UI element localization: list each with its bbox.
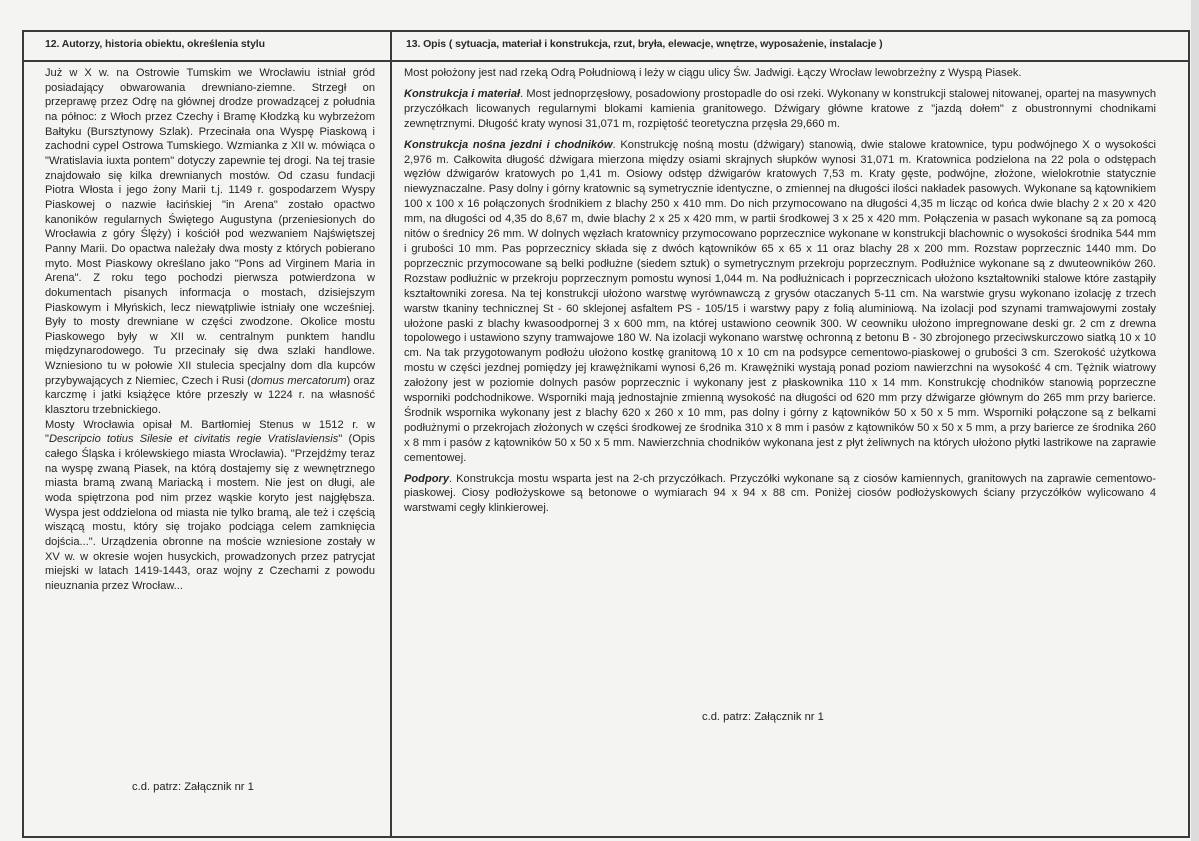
- intro-paragraph: Most położony jest nad rzeką Odrą Południową i leży w ciągu ulicy Św. Jadwigi. Łączy Wrocław lewobrzeżny z Wyspą Piasek.: [404, 67, 1022, 79]
- history-italic-term: domus mercatorum: [250, 374, 347, 387]
- description-column: [404, 66, 1156, 522]
- construction-heading: Konstrukcja i materiał: [404, 87, 521, 100]
- history-paragraph-1: [45, 66, 375, 418]
- column-divider: [390, 30, 392, 838]
- scan-edge: [1191, 0, 1199, 841]
- history-text-tail: ) oraz karczmę i jatki książęce które przeszły w 1224 r. na własność klasztoru trzebnickiego.: [45, 374, 376, 417]
- stenus-quote: " (Opis całego Śląska i królewskiego miasta Wrocławia). "Przejdźmy teraz na wyspę zwaną Piasek, na którą dostajemy się z wewnętrznego miasta bramą zwaną Mariacką i mostem. Nie jest on długi, ale woda spiętrzona pod nim przez wąskie koryto jest najgłębsza. Wyspa jest oddzielona od miasta nie tylko bramą, ale też i częścią wiszącą mostu, który się trojako podciąga celem zamknięcia dojścia...". Urządzenia obronne na moście wzniesione zostały w XV w. w okresie wojen husyckich, prowadzonych przez patrycjat miejski w latach 1419-1443, oraz wojny z Czechami z powodu nieuznania przez Wrocław...: [45, 433, 376, 592]
- supports-heading: Podpory: [404, 472, 449, 485]
- header-divider: [22, 60, 1190, 62]
- construction-text: . Most jednoprzęsłowy, posadowiony prostopadle do osi rzeki. Wykonany w konstrukcji stalowej nitowanej, opartej na masywnych przyczółkach licowanych regularnymi blokami kamienia granitowego. Dźwigary główne kratowe z "jazdą dołem" z obustronnymi chodnikami zewnętrznymi. Długość kraty wynosi 31,071 m, rozpiętość teoretyczna przęsła 29,660 m.: [404, 87, 1156, 130]
- load-structure-paragraph: [404, 138, 1156, 466]
- section-13-header: 13. Opis ( sytuacja, materiał i konstrukcja, rzut, bryła, elewacje, wnętrze, wyposażenie, instalacje ): [406, 38, 883, 50]
- continued-note-left: c.d. patrz: Załącznik nr 1: [132, 781, 254, 793]
- construction-paragraph: [404, 87, 1156, 132]
- history-paragraph-2: [45, 418, 375, 594]
- load-structure-heading: Konstrukcja nośna jezdni i chodników: [404, 138, 613, 151]
- stenus-title: Descripcio totius Silesie et civitatis regie Vratislaviensis: [48, 433, 339, 446]
- stenus-text: Mosty Wrocławia opisał M. Bartłomiej Stenus w 1512 r. w ": [45, 418, 375, 446]
- supports-text: . Konstrukcja mostu wsparta jest na 2-ch przyczółkach. Przyczółki wykonane są z ciosów kamiennych, granitowych na zaprawie cementowo-piaskowej. Ciosy podłożyskowe są betonowe o wymiarach 94 x 94 x 88 cm. Poniżej ciosów podłożyskowych ściany przyczółków wylicowano 4 warstwami cegły klinkierowej.: [404, 472, 1156, 515]
- history-column: [45, 66, 375, 594]
- supports-paragraph: [404, 472, 1156, 517]
- continued-note-right: c.d. patrz: Załącznik nr 1: [702, 711, 824, 723]
- section-12-header: 12. Autorzy, historia obiektu, określenia stylu: [45, 38, 265, 50]
- history-text: Już w X w. na Ostrowie Tumskim we Wrocławiu istniał gród posiadający obwarowania drewniano-ziemne. Strzegł on przeprawę przez Odrę na głównej drodze prowadzącej z południa na północ: z Włoch przez Czechy i Bramę Kłodzką ku wybrzeżom Bałtyku (Bursztynowy Szlak). Przecinała ona Wyspę Piaskową i zachodni cypel Ostrowa Tumskiego. Wzmianka z XII w. mówiąca o "Wratislavia iuxta pontem" dotyczy zapewnie tej drogi. Na tej trasie znajdowało się kilka drewnianych mostów. Od czasu fundacji Piotra Włosta i jego żony Marii t.j. 1149 r. gospodarzem Wyspy Piaskowej o nazwie łacińskiej "in Arena" zostało opactwo kanoników regularnych Świętego Augustyna (przeniesionych do Wrocławia z góry Ślęży) i kościół pod wezwaniem Najświętszej Panny Marii. Do opactwa należały dwa mosty z których pobierano myto. Most Piaskowy określano jako "Pons ad Virginem Maria in Arena". Z roku tego pochodzi pierwsza potwierdzona w dokumentach pisanych informacja o mostach, dzisiejszym Piaskowym i Młyńskich, lecz niewątpliwie istniały one wcześniej. Były to mosty drewniane w części zwodzone. Okolice mostu Piaskowego były w XII w. centralnym punktem handlu międzynarodowego. Tu przecinały się dwa szlaki handlowe. Wzniesiono tu w połowie XII stulecia specjalny dom dla kupców przybywających z Niemiec, Czech i Rusi (: [45, 67, 375, 387]
- load-structure-text: . Konstrukcję nośną mostu (dźwigary) stanowią, dwie stalowe kratownice, typu podwójnego X o wysokości 2,976 m. Całkowita długość dźwigara mierzona między osiami skrajnych słupków wynosi 31,071 m. Kratownica podzielona na 22 pola o odstępach węzłów dźwigarów kratowych po 1,41 m. Osiowy odstęp dźwigarów kratowych 7,53 m. Kraty gęste, podwójne, złożone, wielokrotnie statycznie niewyznaczalne. Pasy dolny i górny kratownic są symetrycznie identyczne, o zmiennej na długości ilości nakładek pasowych. Wykonane są kątownikiem 100 x 100 x 16 połączonych środnikiem z blachy 250 x 410 mm. Do nich przymocowano na długości 4,35 m licząc od końca dwie blachy 2 x 20 x 420 mm, na długości od 4,35 do 8,67 m, dwie blachy 2 x 25 x 420 mm, w partii środkowej 3 x 25 x 420 mm. Połączenia w pasach wykonane są za pomocą nitów o średnicy 26 mm. W dolnych węzłach kratownicy przymocowano poprzecznice wykonane w konstrukcji blachownic o wysokości środnika 544 mm i grubości 10 mm. Pas poprzecznicy składa się z dwóch kątowników 65 x 65 x 11 oraz blachy 28 x 200 mm. Rozstaw poprzecznic 1440 mm. Do poprzecznic przymocowane są belki podłużne (siedem sztuk) o symetrycznym przekroju poprzecznym. Podłużnice wykonane są z dwuteowników 260. Rozstaw podłużnic w przekroju poprzecznym pomostu wynosi 1,044 m. Na podłużnicach i poprzecznicach ułożono kształtowniki stalowe które zastąpiły kształtowniki zoresa. Na tej konstrukcji ułożono warstwę wyrównawczą z grysów otaczanych 5-11 cm. Na warstwie grysu wykonano izolację z trzech warstw tkaniny technicznej St - 60 sklejonej asfaltem PS - 105/15 i warstwy papy z folią aluminiową. Na izolacji pod szynami tramwajowymi zostały ułożone paski z blachy kwasoodpornej 3 x 600 mm, na której ustawiono ceownik 300. W ceowniku ułożono impregnowane deski gr. 2 cm z drewna topolowego i ustawiono szyny tramwajowe 180 W. Na izolacji wykonano warstwę ochronną z betonu B - 30 zbrojonego przeciwskurczowo siatką 10 x 10 cm. Na tak przygotowanym podłożu ułożono kostkę granitową 10 x 10 cm na podsypce cementowo-piaskowej o grubości 3 cm. Szerokość użytkowa mostu w części jezdnej pomiędzy jej krawężnikami wynosi 6,26 m. Krawężniki wystają ponad poziom nawierzchni na wysokość 4 cm. Tężnik wiatrowy założony jest w poziomie dolnych pasów poprzecznic i wykonany jest z płaskownika 110 x 14 mm. Konstrukcję chodników stanowią poprzeczne wsporniki podchodnikowe. Wsporniki mają jednostajnie zmienną wysokość na długości od 620 mm przy dźwigarze głównym do 265 mm przy barierce. Środnik wspornika wykonany jest z blachy 620 x 260 x 10 mm, pas dolny i górny z kątowników 50 x 50 x 5 mm. Wsporniki połączone są z belkami podłużnymi o przekrojach złożonych w części środkowej ze środnika 310 x 8 mm i pasów z kątowników 50 x 50 x 5 mm, a przy barierce ze środnika 260 x 8 mm i pasów z kątowników 50 x 50 x 5 mm. Nawierzchnia chodników wykonana jest z płyt żeliwnych na których ułożono płytki lastrikowe na zaprawie cementowej.: [404, 138, 1156, 464]
